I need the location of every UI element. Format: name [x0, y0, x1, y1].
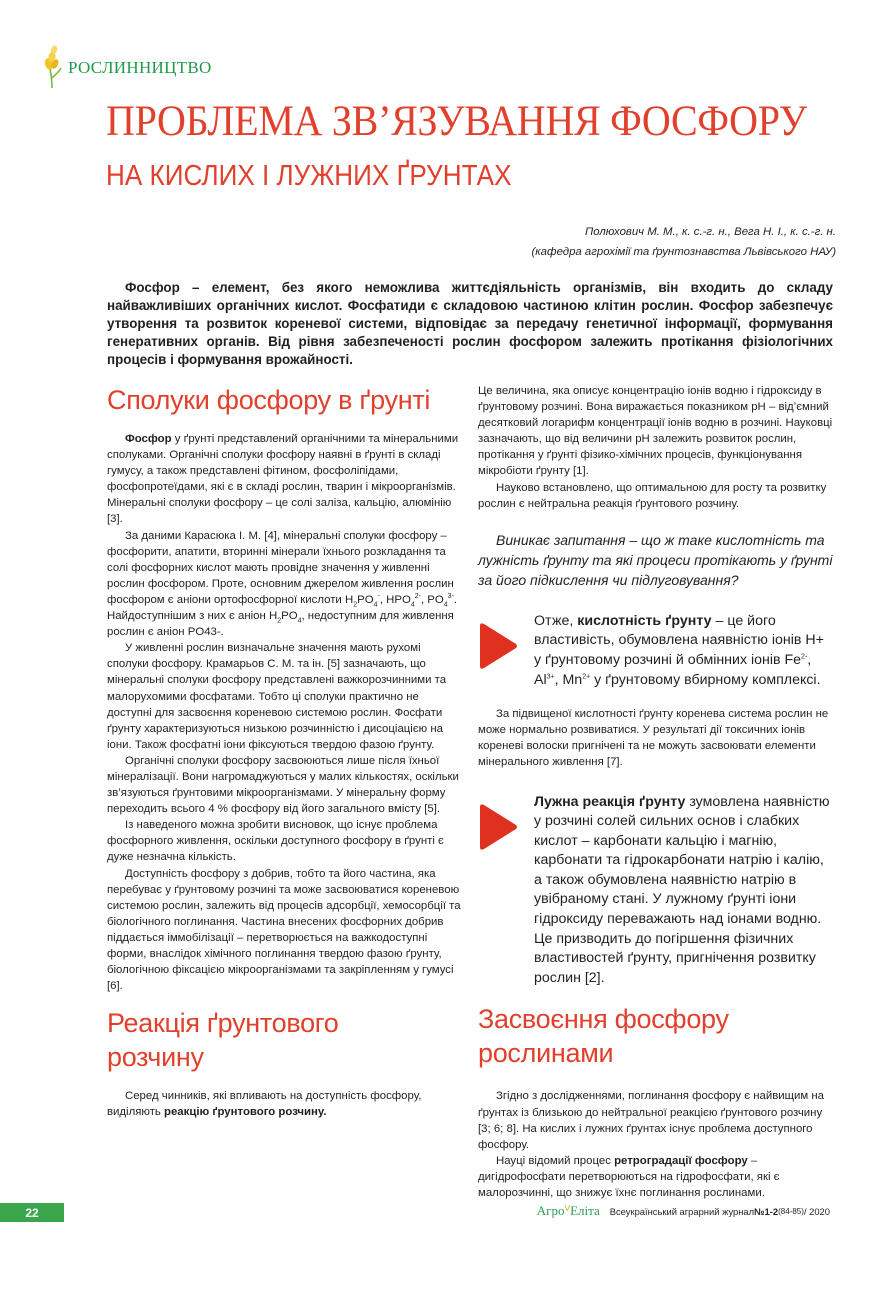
- subscript: 4: [443, 601, 448, 609]
- paragraph: За підвищеної кислотності ґрунту коренева система рослин не може нормально розвиватися. У результаті дії токсичних іонів кореневі волоски пригнічені та не можуть засвоювати елементи мінерального живлення [7].: [478, 708, 829, 769]
- superscript: 2-: [801, 653, 808, 661]
- subscript: 4: [410, 601, 415, 609]
- callout-text-part: зумовлена наявністю у розчині солей сильних основ і слабких кислот – карбонати кальцію і магнію, карбонати та гідрокарбонати натрію і калію, а також обумовлена наявністю натрію в увібраному стані. У лужному ґрунті іони гідроксиду переважають над іонами водню. Це призводить до погіршення фізичних властивостей ґрунту, пригнічення розвитку рослин [2].: [534, 793, 830, 986]
- wheat-sprig-icon: ⱽ: [564, 1203, 571, 1218]
- subscript: 4: [373, 601, 378, 609]
- article-title: ПРОБЛЕМА ЗВ’ЯЗУВАННЯ ФОСФОРУ: [106, 98, 807, 145]
- paragraph-text: PO: [281, 610, 298, 623]
- journal-footer: [537, 1203, 830, 1219]
- abstract-text: Фосфор – елемент, без якого неможлива життєдіяльність організмів, він входить до складу найважливіших органічних кислот. Фосфатиди є складовою частиною клітин рослин. Фосфор забезпечує утворення та розвиток кореневої системи, відповідає за передачу генетичної інформації, формування генеративних органів. Від рівня забезпеченості рослин фосфором залежить протікання фізіологічних процесів і формування врожайності.: [107, 280, 833, 367]
- paragraph-text: За даними Карасюка І. М. [4], мінеральні сполуки фосфору – фосфорити, апатити, вторинні мінерали їхнього розкладання та солі фосфорних кислот мають провідне значення у живленні рослин фосфором. Проте, основним джерелом живлення рослин фосфором є аніони ортофосфорної кислоти H: [107, 529, 454, 606]
- issue-number: №1-2: [754, 1205, 779, 1217]
- journal-logo: [537, 1203, 600, 1219]
- paragraph-text: , недоступним для живлення рослин є аніон PO43-.: [107, 610, 454, 639]
- paragraph: [478, 1153, 834, 1201]
- left-column: [107, 383, 463, 1120]
- section-label: [42, 44, 212, 90]
- paragraph: [107, 528, 463, 641]
- page-number: 22: [25, 1205, 39, 1220]
- paragraph: [107, 1088, 463, 1120]
- section-category: РОСЛИННИЦТВО: [68, 58, 212, 77]
- question-block: [478, 530, 834, 590]
- issue-year: / 2020: [803, 1205, 830, 1217]
- right-column: [478, 383, 834, 1201]
- paragraph: Із наведеного можна зробити висновок, що існує проблема фосфорного живлення, оскільки доступного фосфору в ґрунті є дуже незначна кількість.: [107, 819, 444, 864]
- callout-text-part: , Mn: [554, 671, 583, 688]
- bold-term: реакцію ґрунтового розчину.: [164, 1106, 327, 1119]
- superscript: 2-: [414, 593, 421, 601]
- superscript: 3-: [447, 593, 454, 601]
- callout-text-part: у ґрунтовому вбирному комплексі.: [590, 671, 821, 688]
- callout-acidity: [478, 612, 834, 690]
- paragraph: [107, 431, 463, 528]
- section-heading-reaction: Реакція ґрунтового розчину: [107, 1008, 339, 1073]
- paragraph-text: , HPO: [379, 593, 411, 606]
- bold-term: Лужна реакція ґрунту: [534, 793, 686, 810]
- callout-text: [534, 612, 834, 690]
- superscript: 2+: [582, 672, 591, 680]
- wheat-icon: [42, 44, 64, 90]
- authors-block: [531, 222, 836, 262]
- logo-text-right: Еліта: [570, 1203, 600, 1218]
- callout-text-part: – це його властивість, обумовлена наявністю іонів H+ у ґрунтовому розчині й обмінних іонів Fe: [534, 612, 824, 668]
- bold-term: кислотність ґрунту: [577, 612, 712, 629]
- paragraph-text: Серед чинників, які впливають на доступність фосфору, виділяють: [107, 1090, 422, 1119]
- article-subtitle: НА КИСЛИХ І ЛУЖНИХ ҐРУНТАХ: [106, 160, 512, 192]
- subscript: 4: [297, 617, 302, 625]
- paragraph-text: Науці відомий процес: [496, 1154, 615, 1167]
- page-number-bar: [0, 1203, 64, 1222]
- superscript: -: [377, 593, 380, 601]
- callout-text: [534, 793, 834, 989]
- logo-text-left: Агро: [536, 1203, 565, 1218]
- paragraph: Згідно з дослідженнями, поглинання фосфору є найвищим на ґрунтах із близькою до нейтральної реакцією ґрунтового розчину [3; 6; 8]. На кислих і лужних ґрунтах існує проблема доступного фосфору.: [478, 1090, 824, 1151]
- question-text: Виникає запитання – що ж таке кислотність та лужність ґрунту та які процеси протікають у ґрунті за його підкислення чи підлуговування?: [478, 531, 833, 588]
- bold-term: ретроградації фосфору: [614, 1154, 748, 1167]
- paragraph-text: PO: [357, 593, 374, 606]
- callout-alkalinity: [478, 793, 834, 989]
- bold-term: Фосфор: [125, 433, 172, 445]
- paragraph-text: , PO: [420, 593, 444, 606]
- paragraph: Доступність фосфору з добрив, тобто та його частина, яка перебуває у ґрунтовому розчині та може засвоюватися кореневою системою рослин, залежить від процесів адсорбції, хемосорбції та біологічного поглинання. Частина внесених фосфорних добрив піддається іммобілізації – перетворюється на важкодоступні форми, внаслідок хімічного поглинання твердою фазою ґрунту, біологічною фіксацією мікроорганізмами та закріпленням у гумусі [6].: [107, 867, 461, 993]
- section-heading-uptake: Засвоєння фосфору рослинами: [478, 1004, 729, 1069]
- superscript: 3+: [546, 672, 555, 680]
- callout-text-part: , Al: [534, 651, 812, 688]
- paragraph: Науково встановлено, що оптимальною для росту та розвитку рослин є нейтральна реакція ґрунтового розчину.: [478, 481, 827, 510]
- red-arrow-icon: [478, 793, 534, 856]
- authors: Полюхович М. М., к. с.-г. н., Вега Н. І., к. с.-г. н.: [585, 226, 836, 238]
- affiliation: (кафедра агрохімії та ґрунтознавства Львівського НАУ): [531, 246, 836, 258]
- paragraph-text: . Найдоступнішим з них є аніон H: [107, 593, 458, 623]
- paragraph-text: – дигідрофосфати перетворюються на гідрофосфати, які є малорозчинні, що знижує їхнє поглинання рослинами.: [478, 1154, 780, 1199]
- paragraph: Це величина, яка описує концентрацію іонів водню і гідроксиду в ґрунтовому розчині. Вона виражається показником pH – від’ємний десятковий логарифм концентрації іонів водню в розчині. Науковці зазначають, що від величини pH залежить розвиток рослин, протікання у ґрунті фізико-хімічних процесів, функціонування мікробіоти ґрунту [1].: [478, 385, 833, 478]
- issue-range: (84-85): [778, 1206, 804, 1216]
- red-arrow-icon: [478, 612, 534, 675]
- paragraph-text: у ґрунті представлений органічними та мінеральними сполуками. Органічні сполуки фосфору наявні в ґрунті в складі гумусу, а також представлені фітином, фосфоліпідами, фосфопротеїдами, які є в складі рослин, тварин і мікроорганізмів. Мінеральні сполуки фосфору – це солі заліза, кальцію, алюмінію [3].: [107, 433, 459, 526]
- callout-text-part: Отже,: [534, 612, 578, 629]
- subscript: 2: [277, 617, 282, 625]
- section-heading-compounds: Сполуки фосфору в ґрунті: [107, 385, 431, 415]
- abstract: [107, 279, 833, 369]
- journal-name: Всеукраїнський аграрний журнал: [609, 1205, 755, 1217]
- subscript: 2: [353, 601, 358, 609]
- paragraph: Органічні сполуки фосфору засвоюються лише після їхньої мінералізації. Вони нагромаджуються у малих кількостях, оскільки зв’язуються ґрунтовими мікроорганізмами. У мінеральну форму переходить всього 4 % фосфору від його загального вмісту [5].: [107, 754, 459, 816]
- paragraph: У живленні рослин визначальне значення мають рухомі сполуки фосфору. Крамарьов С. М. та ін. [5] зазначають, що мінеральні сполуки фосфору представлені важкорозчинними та малорухомими фосфатами. Тобто ці сполуки практично не доступні для засвоєння кореневою системою рослин. Фосфати ґрунту характеризуються низькою розчинністю і дисоціацією на іони. Також фосфатні іони фіксуються твердою фазою ґрунту.: [107, 642, 447, 751]
